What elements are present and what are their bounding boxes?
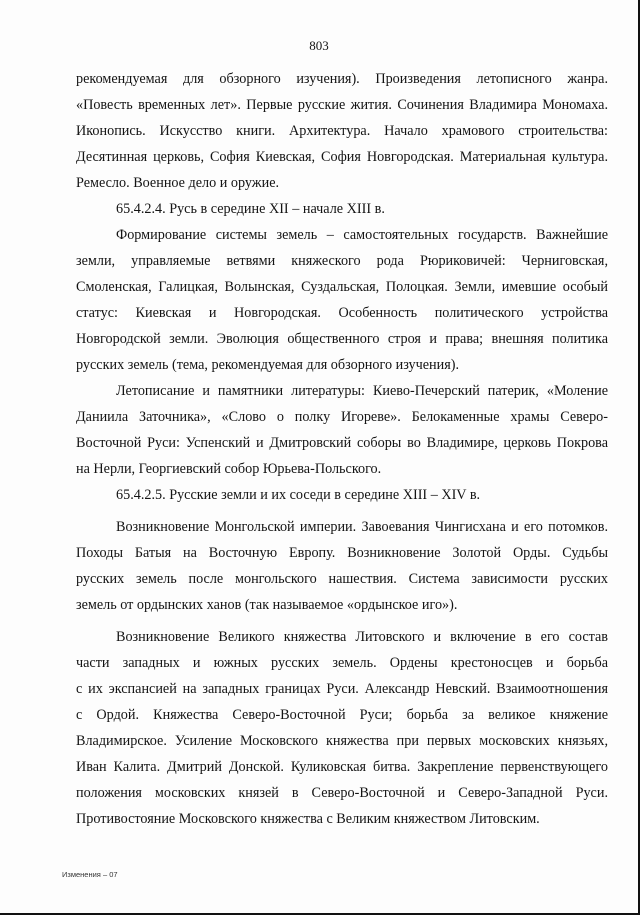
section-heading <box>76 482 608 508</box>
text-line: части западных и южных русских земель. Ордены крестоносцев и борьба <box>76 655 608 671</box>
text-line: Летописание и памятники литературы: Киево-Печерский патерик, «Моление <box>116 383 608 399</box>
text-line: Даниила Заточника», «Слово о полку Игореве». Белокаменные храмы Северо- <box>76 409 608 425</box>
text-line: Иван Калита. Дмитрий Донской. Куликовская битва. Закрепление первенствующего <box>76 759 608 775</box>
text-line: Десятинная церковь, София Киевская, София Новгородская. Материальная культура. <box>76 149 608 165</box>
text-line: 65.4.2.5. Русские земли и их соседи в середине XIII – XIV в. <box>116 487 481 503</box>
paragraph <box>76 222 608 378</box>
text-line: с их экспансией на западных границах Руси. Александр Невский. Взаимоотношения <box>76 681 608 697</box>
text-line: Противостояние Московского княжества с Великим княжеством Литовским. <box>76 811 540 827</box>
text-line: Иконопись. Искусство книги. Архитектура. Начало храмового строительства: <box>76 123 608 139</box>
paragraph <box>76 378 608 482</box>
text-line: положения московских князей в Северо-Восточной и Северо-Западной Руси. <box>76 785 608 801</box>
text-line: с Ордой. Княжества Северо-Восточной Руси; борьба за великое княжение <box>76 707 608 723</box>
text-line: русских земель после монгольского нашествия. Система зависимости русских <box>76 571 608 587</box>
text-line: русских земель (тема, рекомендуемая для обзорного изучения). <box>76 357 460 373</box>
paragraph <box>76 624 608 832</box>
text-line: Владимирское. Усиление Московского княжества при первых московских князьях, <box>76 733 608 749</box>
text-line: рекомендуемая для обзорного изучения). Произведения летописного жанра. <box>76 71 608 87</box>
text-line: на Нерли, Георгиевский собор Юрьева-Польского. <box>76 461 382 477</box>
text-line: Восточной Руси: Успенский и Дмитровский соборы во Владимире, церковь Покрова <box>76 435 608 451</box>
text-line: статус: Киевская и Новгородская. Особенность политического устройства <box>76 305 608 321</box>
text-line: Смоленская, Галицкая, Волынская, Суздальская, Полоцкая. Земли, имевшие особый <box>76 279 608 295</box>
page-number: 803 <box>309 38 329 53</box>
document-body <box>76 66 608 832</box>
page-footer: Изменения – 07 <box>62 870 118 879</box>
text-line: земли, управляемые ветвями княжеского рода Рюриковичей: Черниговская, <box>76 253 608 269</box>
section-heading <box>76 196 608 222</box>
text-line: Ремесло. Военное дело и оружие. <box>76 175 280 191</box>
text-line: Возникновение Великого княжества Литовского и включение в его состав <box>116 629 608 645</box>
text-line: Новгородской земли. Эволюция общественного строя и права; внешняя политика <box>76 331 608 347</box>
text-line: Формирование системы земель – самостоятельных государств. Важнейшие <box>116 227 608 243</box>
text-line: 65.4.2.4. Русь в середине XII – начале XIII в. <box>116 201 385 217</box>
text-line: земель от ордынских ханов (так называемое «ордынское иго»). <box>76 597 458 613</box>
text-line: Походы Батыя на Восточную Европу. Возникновение Золотой Орды. Судьбы <box>76 545 608 561</box>
text-line: «Повесть временных лет». Первые русские жития. Сочинения Владимира Мономаха. <box>76 97 608 113</box>
paragraph <box>76 66 608 196</box>
text-line: Возникновение Монгольской империи. Завоевания Чингисхана и его потомков. <box>116 519 608 535</box>
paragraph <box>76 514 608 618</box>
